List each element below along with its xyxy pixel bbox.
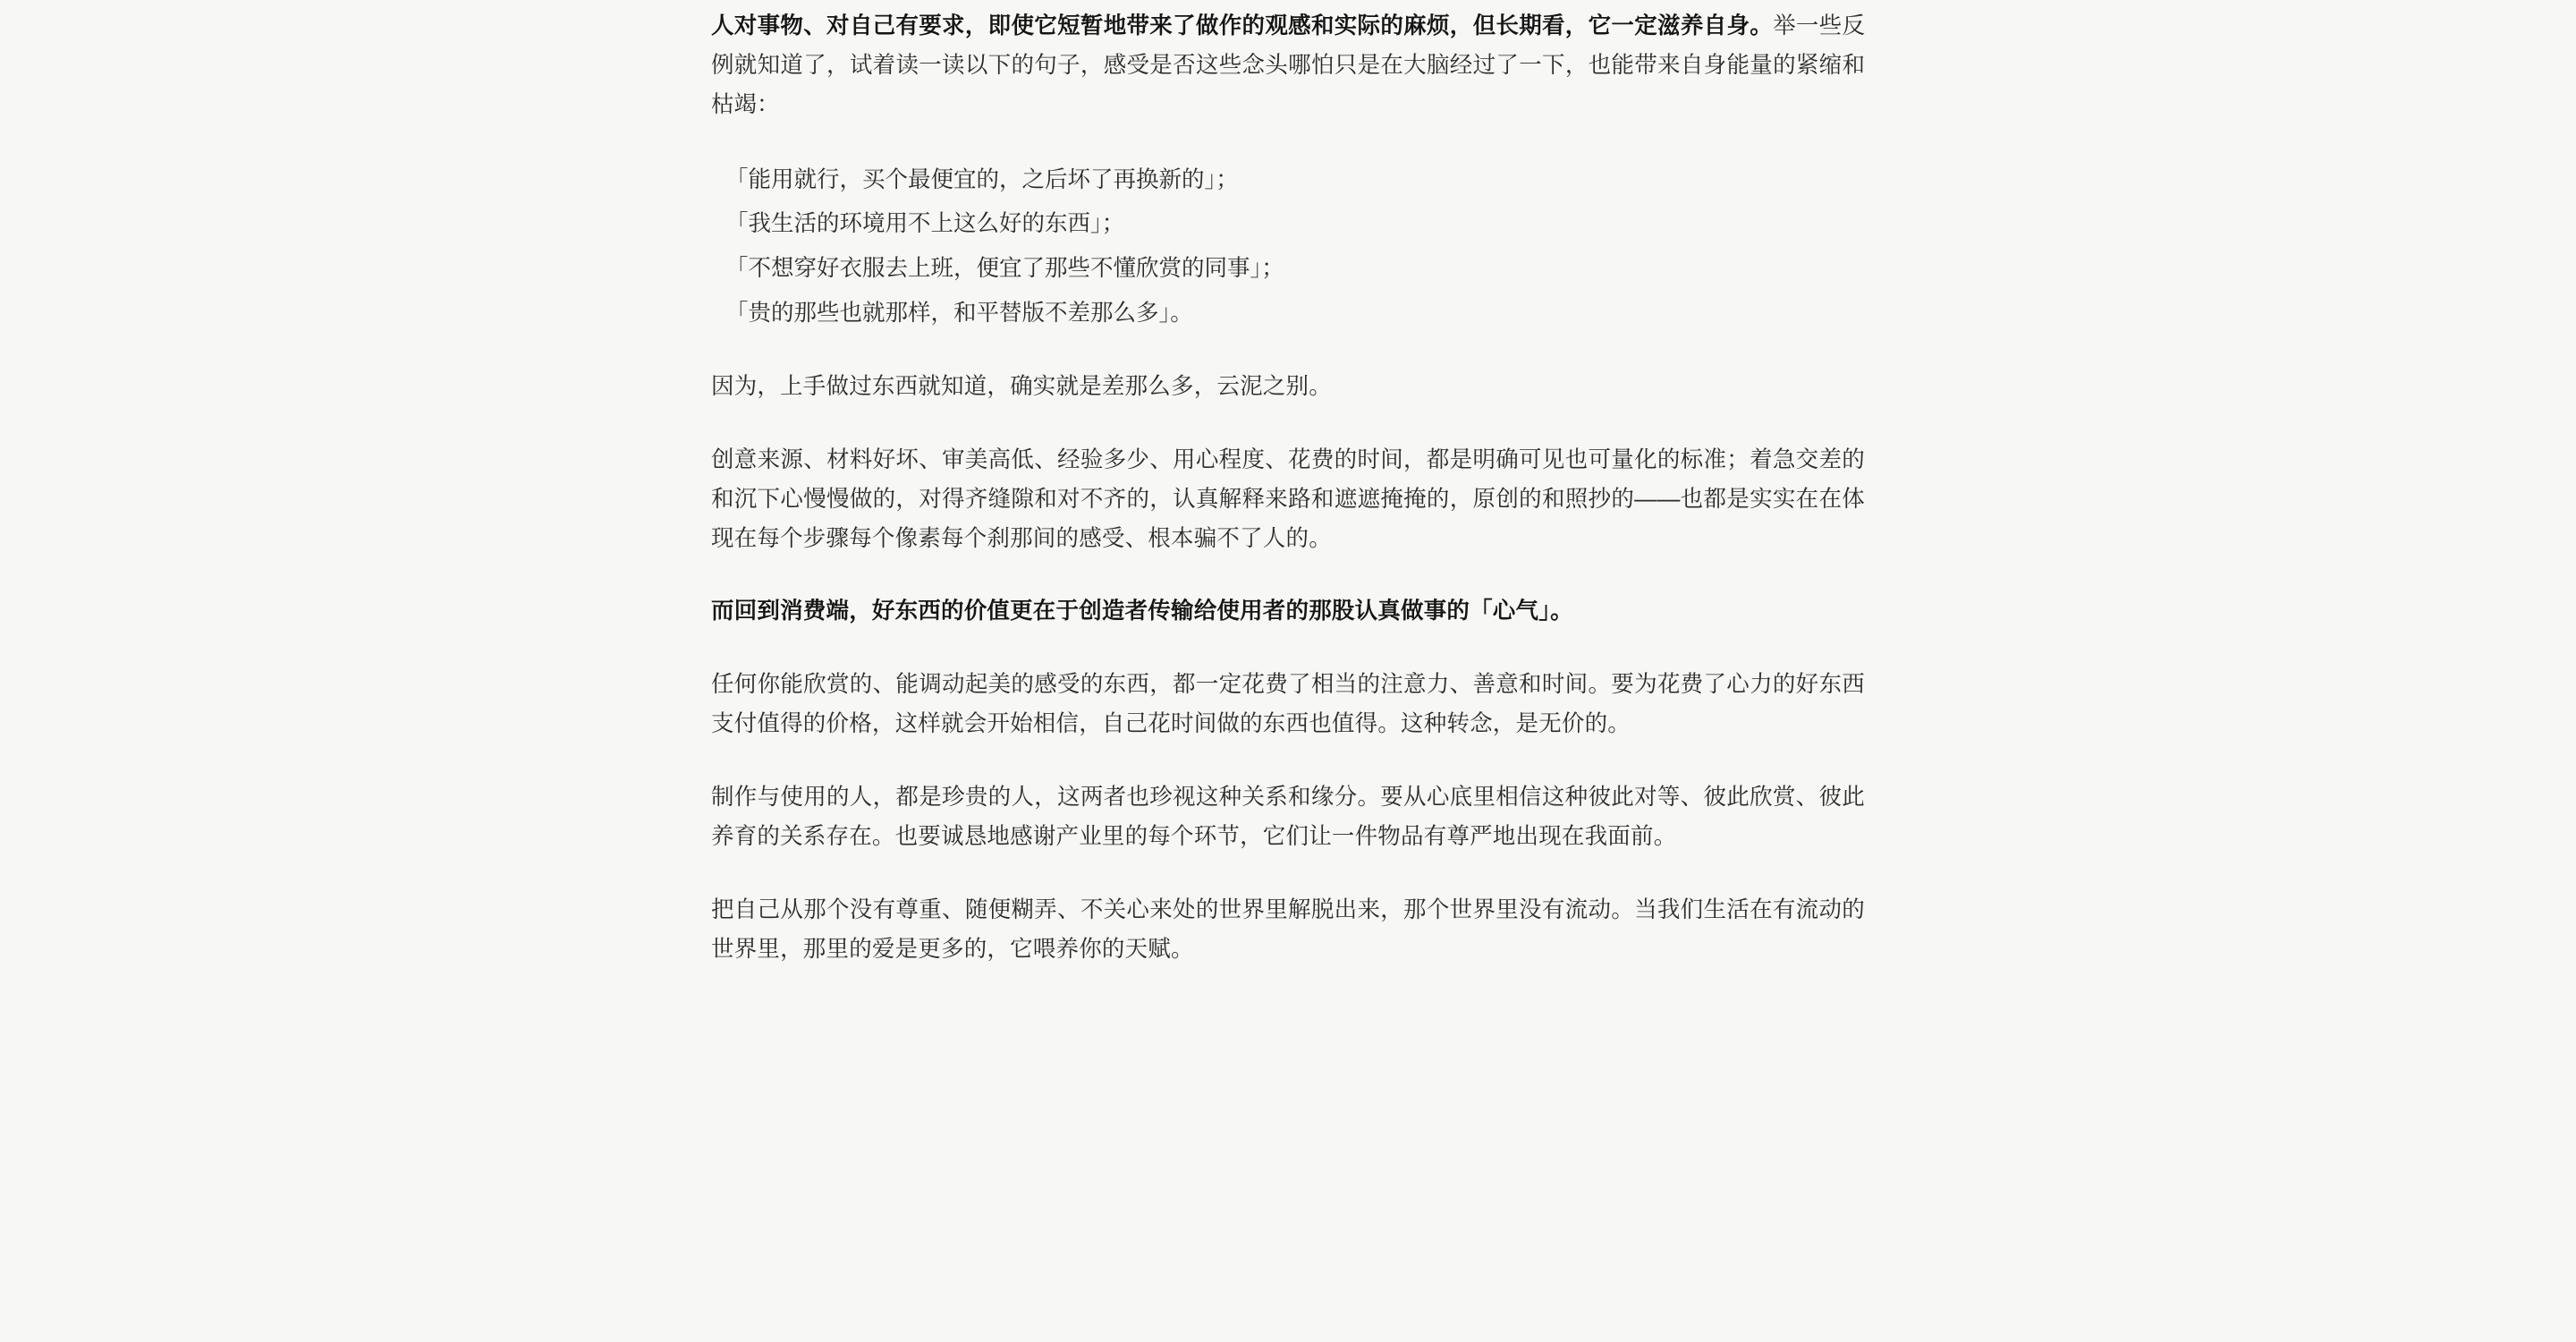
paragraph-intro bbox=[711, 7, 1865, 125]
paragraph-because: 因为，上手做过东西就知道，确实就是差那么多，云泥之别。 bbox=[711, 374, 1332, 400]
quote-line: 「贵的那些也就那样，和平替版不差那么多」。 bbox=[725, 301, 1193, 327]
quote-list bbox=[711, 161, 1865, 334]
paragraph-flow: 把自己从那个没有尊重、随便糊弄、不关心来处的世界里解脱出来，那个世界里没有流动。当我们生活在有流动的世界里，那里的爱是更多的，它喂养你的天赋。 bbox=[711, 896, 1865, 962]
quote-line: 「我生活的环境用不上这么好的东西」； bbox=[725, 211, 1125, 237]
intro-rest: 举一些反例就知道了，试着读一读以下的句子，感受是否这些念头哪怕只是在大脑经过了一下，也能带来自身能量的紧缩和枯竭： bbox=[711, 13, 1865, 117]
paragraph-value: 任何你能欣赏的、能调动起美的感受的东西，都一定花费了相当的注意力、善意和时间。要为花费了心力的好东西支付值得的价格，这样就会开始相信，自己花时间做的东西也值得。这种转念，是无价的。 bbox=[711, 672, 1865, 737]
article-body bbox=[711, 0, 1865, 969]
paragraph-consumer-highlight: 而回到消费端，好东西的价值更在于创造者传输给使用者的那股认真做事的「心气」。 bbox=[711, 599, 1573, 624]
intro-bold-lead: 人对事物、对自己有要求，即使它短暂地带来了做作的观感和实际的麻烦，但长期看，它一定滋养自身。 bbox=[711, 13, 1774, 38]
quote-line: 「不想穿好衣服去上班，便宜了那些不懂欣赏的同事」； bbox=[725, 256, 1284, 282]
quote-line: 「能用就行，买个最便宜的，之后坏了再换新的」； bbox=[725, 166, 1239, 192]
paragraph-people: 制作与使用的人，都是珍贵的人，这两者也珍视这种关系和缘分。要从心底里相信这种彼此对等、彼此欣赏、彼此养育的关系存在。也要诚恳地感谢产业里的每个环节，它们让一件物品有尊严地出现在我面前。 bbox=[711, 785, 1865, 849]
paragraph-criteria: 创意来源、材料好坏、审美高低、经验多少、用心程度、花费的时间，都是明确可见也可量化的标准；着急交差的和沉下心慢慢做的，对得齐缝隙和对不齐的，认真解释来路和遮遮掩掩的，原创的和照抄的——也都是实实在在体现在每个步骤每个像素每个刹那间的感受、根本骗不了人的。 bbox=[711, 446, 1865, 551]
